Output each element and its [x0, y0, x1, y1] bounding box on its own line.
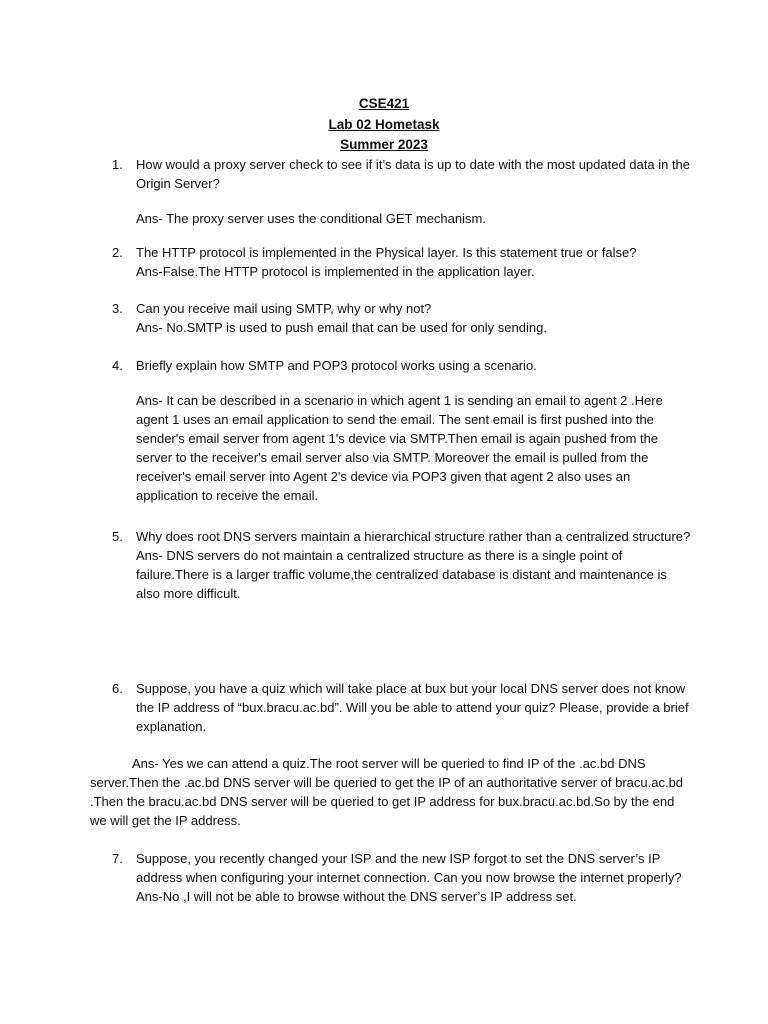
question-4 — [112, 356, 692, 505]
question-6 — [112, 679, 692, 736]
question-1 — [112, 155, 692, 228]
answer-text: Ans- DNS servers do not maintain a centralized structure as there is a single point of failure.There is a larger traffic volume,the centralized database is distant and maintenance is also more difficult. — [136, 548, 667, 601]
question-text: Can you receive mail using SMTP, why or why not? — [136, 301, 432, 316]
answer-text: Ans- The proxy server uses the conditional GET mechanism. — [136, 211, 486, 226]
question-text: How would a proxy server check to see if it’s data is up to date with the most updated data in the Origin Server? — [136, 157, 691, 191]
answer-text: Ans- It can be described in a scenario in which agent 1 is sending an email to agent 2 .Here agent 1 uses an email application to send the email. The sent email is first pushed into the sender's email server from agent 1's device via SMTP.Then email is again pushed from the server to the receiver's email server also via SMTP. Moreover the email is pulled from the receiver's email server into Agent 2's device via POP3 given that agent 2 also uses an application to receive the email. — [136, 393, 663, 503]
document-header — [0, 94, 768, 156]
question-2 — [112, 243, 692, 281]
answer-text: Ans- No.SMTP is used to push email that can be used for only sending. — [136, 320, 547, 335]
question-number: 3. — [112, 301, 123, 316]
question-text: Suppose, you recently changed your ISP and the new ISP forgot to set the DNS server’s IP address when configuring your internet connection. Can you now browse the internet properly? — [136, 851, 682, 885]
question-7 — [112, 849, 692, 906]
question-3 — [112, 299, 692, 337]
question-number: 6. — [112, 681, 123, 696]
question-number: 1. — [112, 157, 123, 172]
question-text: Why does root DNS servers maintain a hierarchical structure rather than a centralized structure? — [136, 529, 691, 544]
document-title: Lab 02 Hometask — [328, 116, 440, 132]
answer-text: Ans-No ,I will not be able to browse without the DNS server’s IP address set. — [136, 889, 577, 904]
question-text: Suppose, you have a quiz which will take place at bux but your local DNS server does not know the IP address of “bux.bracu.ac.bd”. Will you be able to attend your quiz? Please, provide a brief explanation. — [136, 681, 689, 734]
question-5 — [112, 527, 692, 603]
question-number: 4. — [112, 358, 123, 373]
question-number: 2. — [112, 245, 123, 260]
question-text: The HTTP protocol is implemented in the Physical layer. Is this statement true or false? — [136, 245, 637, 260]
question-number: 7. — [112, 851, 123, 866]
answer-text: Ans-False.The HTTP protocol is implemented in the application layer. — [136, 264, 535, 279]
course-code: CSE421 — [358, 96, 410, 111]
question-number: 5. — [112, 529, 123, 544]
answer-6-text: Ans- Yes we can attend a quiz.The root server will be queried to find IP of the .ac.bd DNS server.Then the .ac.bd DNS server will be queried to get the IP of an authoritative server of bracu.ac.bd .Then the bracu.ac.bd DNS server will be queried to get IP address for bux.bracu.ac.bd.So by the end we will get the IP address. — [90, 756, 684, 828]
question-text: Briefly explain how SMTP and POP3 protocol works using a scenario. — [136, 358, 537, 373]
term-label: Summer 2023 — [340, 137, 428, 152]
